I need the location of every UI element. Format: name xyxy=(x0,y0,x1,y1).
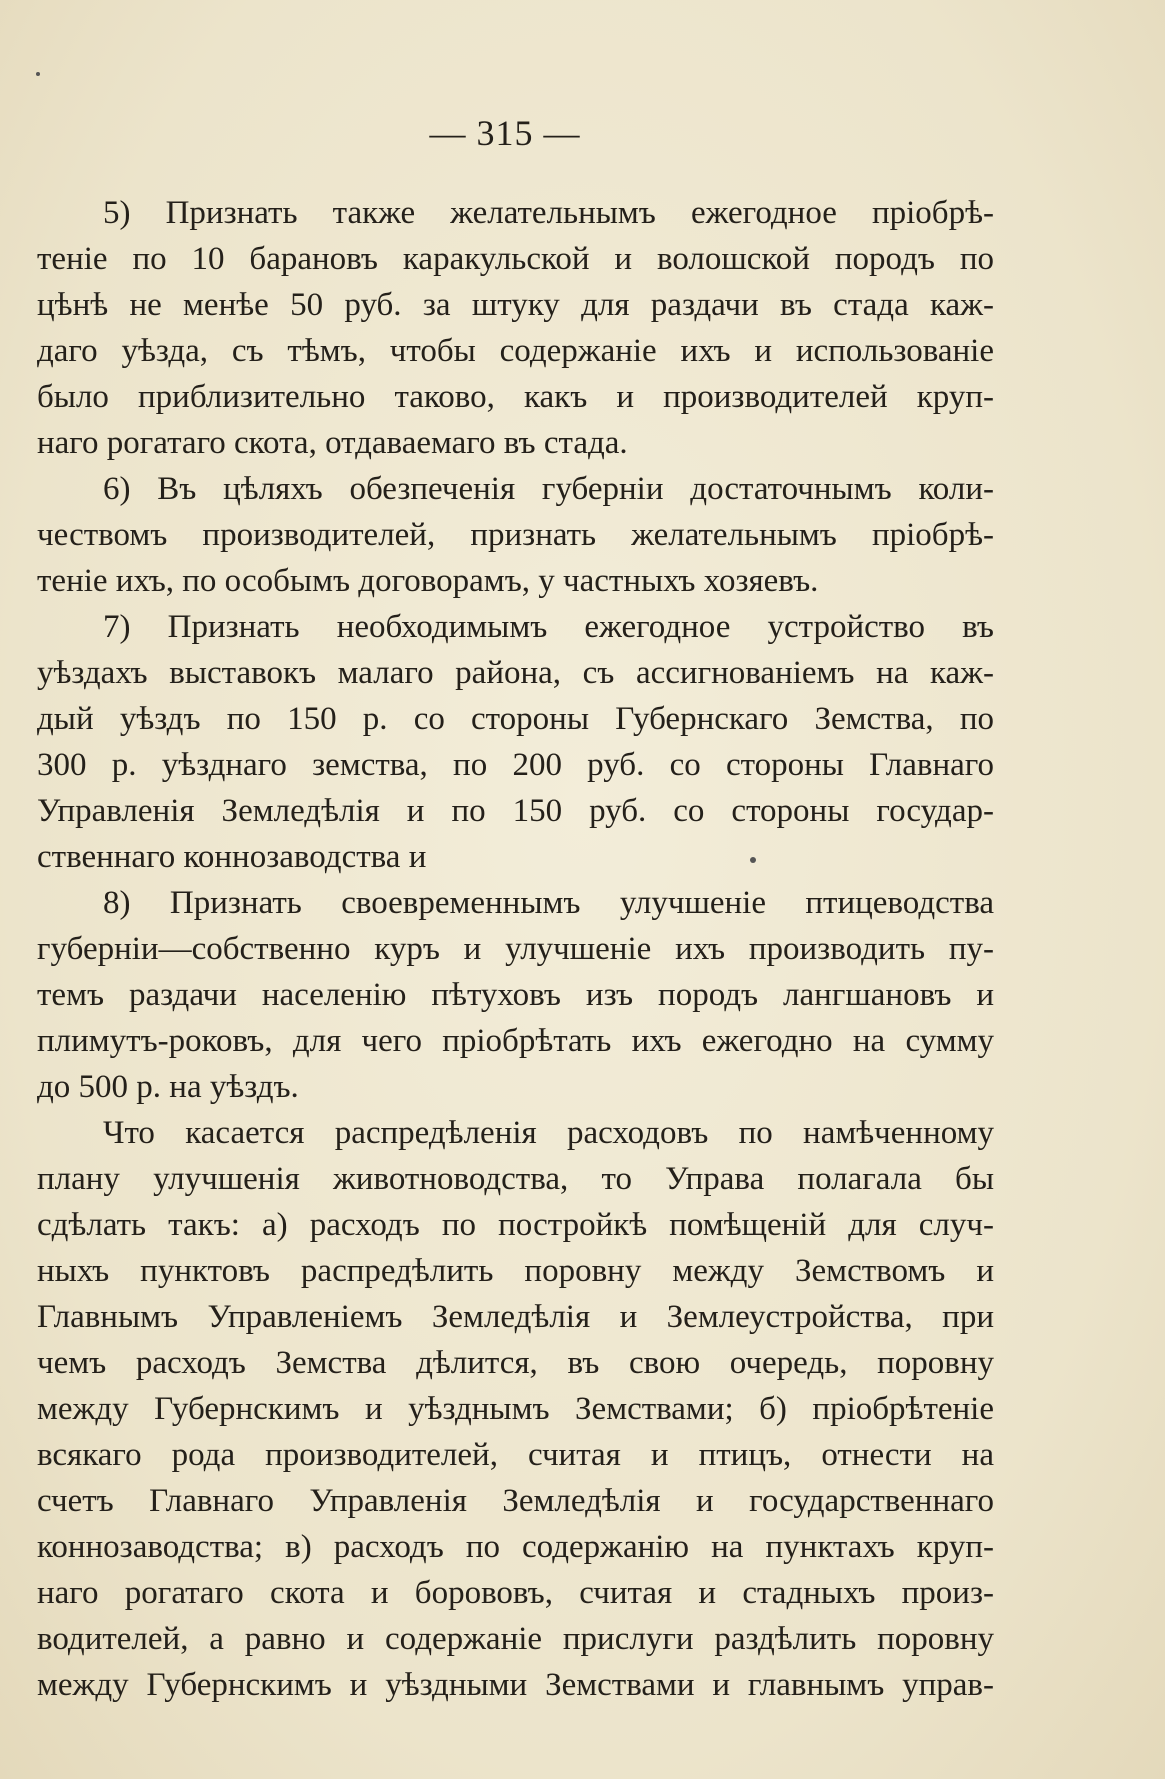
text-line: губерніи—собственно куръ и улучшеніе ихъ производить пу- xyxy=(37,931,994,967)
text-line: плану улучшенія животноводства, то Управа полагала бы xyxy=(37,1161,994,1197)
text-line: 7) Признать необходимымъ ежегодное устройство въ xyxy=(103,609,994,645)
text-line: до 500 р. на уѣздъ. xyxy=(37,1069,299,1105)
text-line: Главнымъ Управленіемъ Земледѣлія и Землеустройства, при xyxy=(37,1299,994,1335)
text-line: уѣздахъ выставокъ малаго района, съ ассигнованіемъ на каж- xyxy=(37,655,994,691)
text-line: цѣнѣ не менѣе 50 руб. за штуку для раздачи въ стада каж- xyxy=(37,287,994,323)
text-line: теніе ихъ, по особымъ договорамъ, у частныхъ хозяевъ. xyxy=(37,563,819,599)
body-text xyxy=(37,190,994,1708)
text-line: 300 р. уѣзднаго земства, по 200 руб. со стороны Главнаго xyxy=(37,747,994,783)
text-line: чемъ расходъ Земства дѣлится, въ свою очередь, поровну xyxy=(37,1345,994,1381)
text-line: наго рогатаго скота, отдаваемаго въ стада. xyxy=(37,425,628,461)
page-number: — 315 — xyxy=(429,113,581,153)
text-line: плимутъ-роковъ, для чего пріобрѣтать ихъ ежегодно на сумму xyxy=(37,1023,994,1059)
text-line: ныхъ пунктовъ распредѣлить поровну между Земствомъ и xyxy=(37,1253,994,1289)
text-line: 8) Признать своевременнымъ улучшеніе птицеводства xyxy=(103,885,994,921)
text-line: было приблизительно таково, какъ и производителей круп- xyxy=(37,379,994,415)
text-line: 5) Признать также желательнымъ ежегодное пріобрѣ- xyxy=(103,195,994,231)
text-line: наго рогатаго скота и борововъ, считая и стадныхъ произ- xyxy=(37,1575,994,1611)
text-line: водителей, а равно и содержаніе прислуги раздѣлить поровну xyxy=(37,1621,994,1657)
text-line: счетъ Главнаго Управленія Земледѣлія и государственнаго xyxy=(37,1483,994,1519)
ink-speck xyxy=(36,72,40,76)
text-line: сдѣлать такъ: а) расходъ по постройкѣ помѣщеній для случ- xyxy=(37,1207,994,1243)
text-line: между Губернскимъ и уѣздными Земствами и главнымъ управ- xyxy=(37,1667,994,1703)
text-line: дый уѣздъ по 150 р. со стороны Губернскаго Земства, по xyxy=(37,701,994,737)
text-line: Управленія Земледѣлія и по 150 руб. со стороны государ- xyxy=(37,793,994,829)
text-line: всякаго рода производителей, считая и птицъ, отнести на xyxy=(37,1437,994,1473)
text-line: 6) Въ цѣляхъ обезпеченія губерніи достаточнымъ коли- xyxy=(103,471,994,507)
text-line: коннозаводства; в) расходъ по содержанію на пунктахъ круп- xyxy=(37,1529,994,1565)
text-line: ственнаго коннозаводства и xyxy=(37,839,427,875)
text-line: Что касается распредѣленія расходовъ по намѣченному xyxy=(103,1115,994,1151)
text-line: чествомъ производителей, признать желательнымъ пріобрѣ- xyxy=(37,517,994,553)
text-line: темъ раздачи населенію пѣтуховъ изъ породъ лангшановъ и xyxy=(37,977,994,1013)
text-line: даго уѣзда, съ тѣмъ, чтобы содержаніе ихъ и использованіе xyxy=(37,333,994,369)
text-line: между Губернскимъ и уѣзднымъ Земствами; б) пріобрѣтеніе xyxy=(37,1391,994,1427)
text-line: теніе по 10 барановъ каракульской и волошской породъ по xyxy=(37,241,994,277)
